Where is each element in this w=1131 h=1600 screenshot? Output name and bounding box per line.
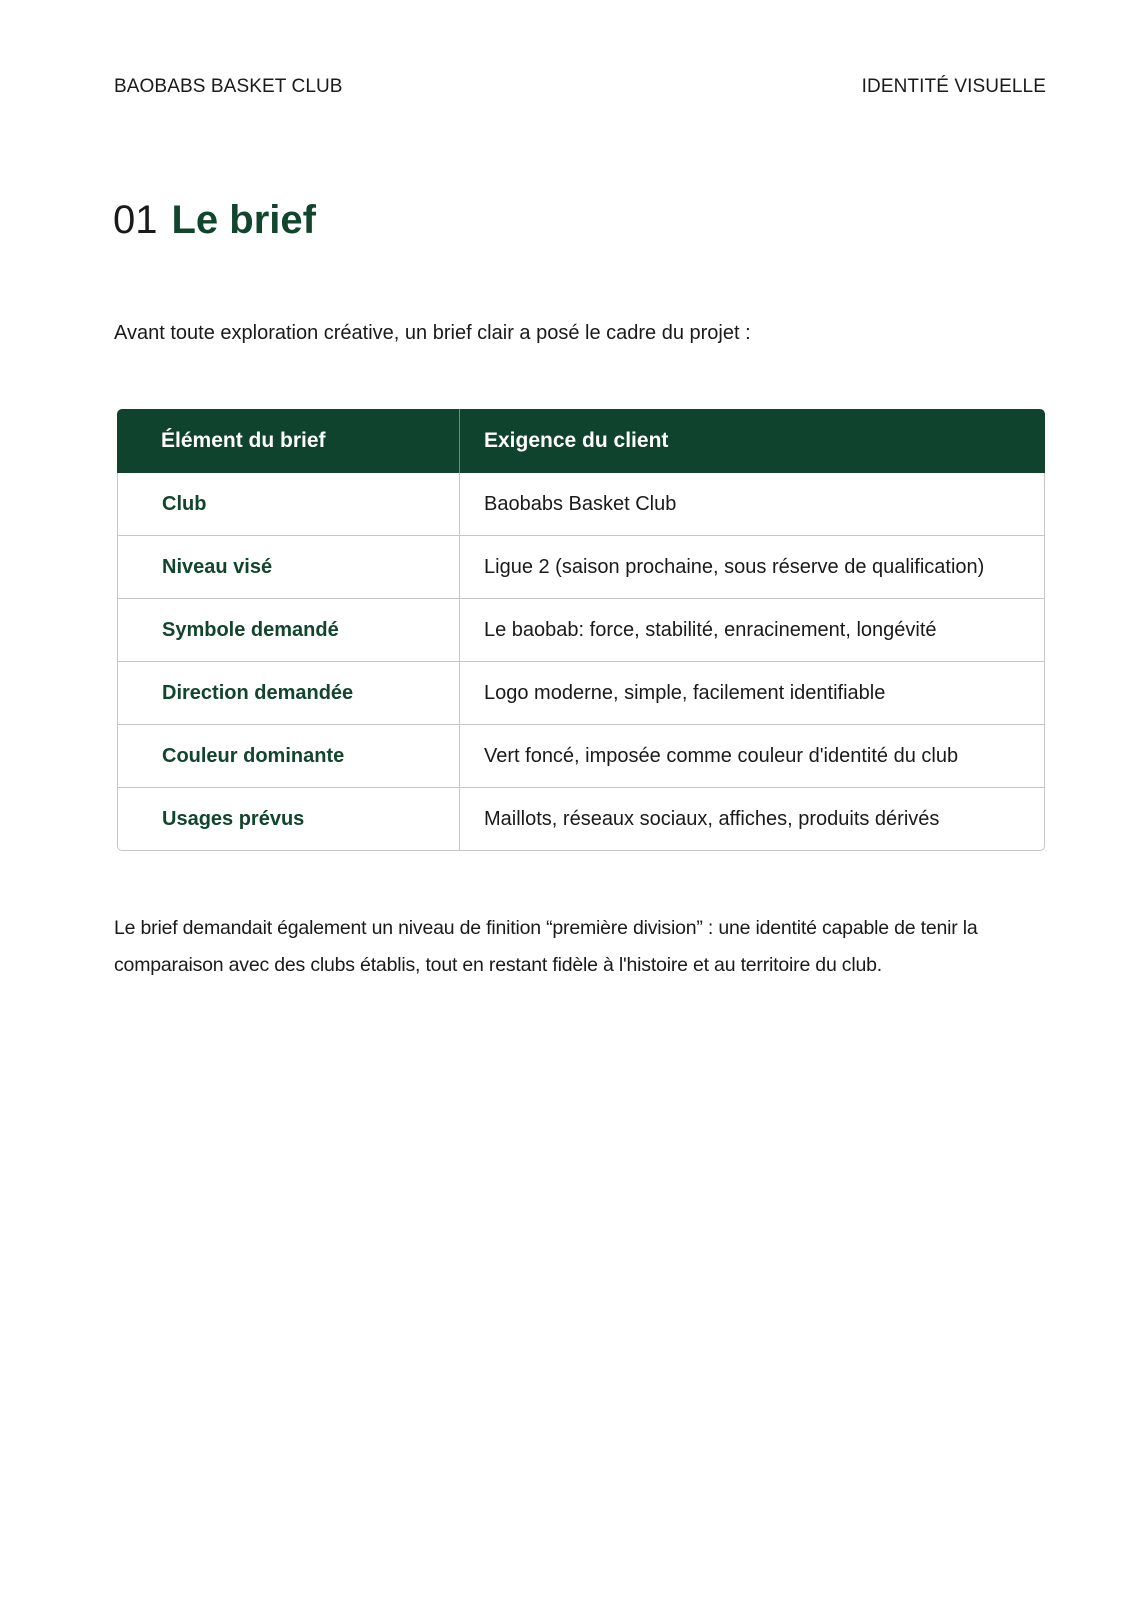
row-label: Niveau visé <box>117 536 460 599</box>
header-document-title: IDENTITÉ VISUELLE <box>861 76 1046 97</box>
running-header <box>114 76 1046 98</box>
column-header-element: Élément du brief <box>117 409 460 473</box>
row-label: Usages prévus <box>117 788 460 851</box>
row-value: Le baobab: force, stabilité, enracinement, longévité <box>460 599 1045 662</box>
row-value: Vert foncé, imposée comme couleur d'identité du club <box>460 725 1045 788</box>
row-label: Couleur dominante <box>117 725 460 788</box>
table-row <box>117 473 1045 536</box>
column-header-requirement: Exigence du client <box>460 409 1045 473</box>
header-club-name: BAOBABS BASKET CLUB <box>114 76 343 97</box>
table-row <box>117 536 1045 599</box>
table-row <box>117 788 1045 851</box>
table-row <box>117 599 1045 662</box>
section-name: Le brief <box>171 198 316 242</box>
closing-paragraph: Le brief demandait également un niveau de finition “première division” : une identité capable de tenir la comparaison avec des clubs établis, tout en restant fidèle à l'histoire et au territoire du club. <box>114 917 978 976</box>
table-header-row <box>117 409 1045 473</box>
row-value: Ligue 2 (saison prochaine, sous réserve de qualification) <box>460 536 1045 599</box>
row-label: Direction demandée <box>117 662 460 725</box>
row-label: Club <box>117 473 460 536</box>
table-row <box>117 725 1045 788</box>
row-value: Logo moderne, simple, facilement identifiable <box>460 662 1045 725</box>
brief-table <box>117 409 1045 851</box>
row-label: Symbole demandé <box>117 599 460 662</box>
row-value: Baobabs Basket Club <box>460 473 1045 536</box>
row-value: Maillots, réseaux sociaux, affiches, produits dérivés <box>460 788 1045 851</box>
section-number: 01 <box>113 198 158 242</box>
section-title <box>113 198 316 242</box>
intro-paragraph: Avant toute exploration créative, un brief clair a posé le cadre du projet : <box>114 322 751 344</box>
table-row <box>117 662 1045 725</box>
